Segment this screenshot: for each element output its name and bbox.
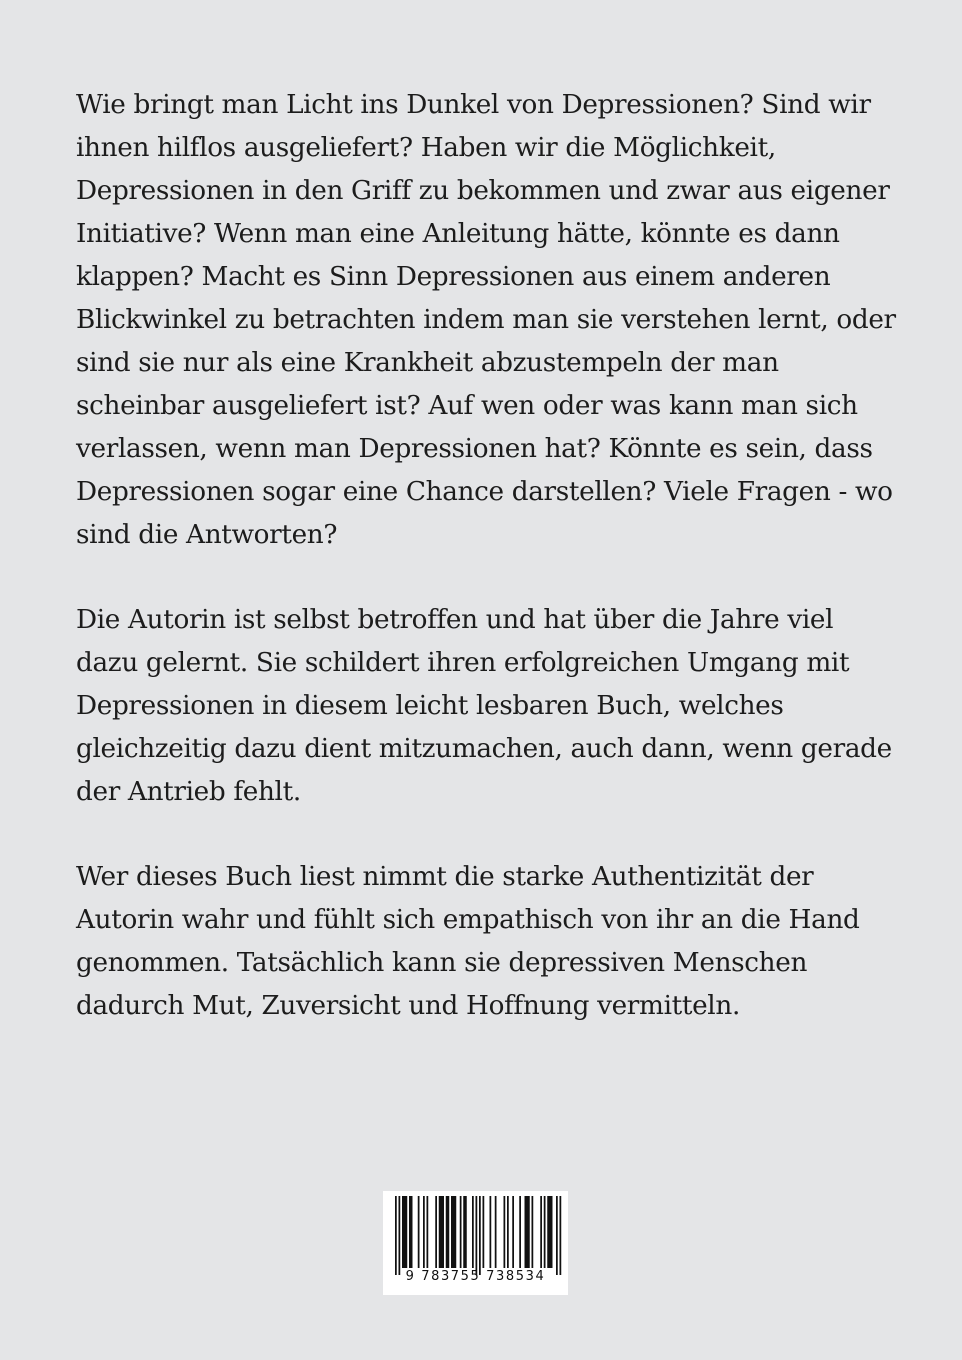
barcode-bar	[540, 1196, 542, 1268]
barcode-bar	[560, 1196, 562, 1275]
barcode-bar	[490, 1196, 492, 1268]
blurb-paragraph-3: Wer dieses Buch liest nimmt die starke Authentizität der Autorin wahr und fühlt sich empathisch von ihr an die Hand genommen. Tatsächlich kann sie depressiven Menschen dadurch Mut, Zuversicht und Hoffnung vermitteln.	[76, 862, 860, 1021]
barcode-bar	[512, 1196, 514, 1268]
barcode-bar	[507, 1196, 509, 1268]
barcode-bar	[525, 1196, 530, 1268]
barcode-bar	[476, 1196, 478, 1275]
barcode-bar	[504, 1196, 506, 1268]
barcode-bar	[439, 1196, 444, 1268]
blurb-paragraph-1: Wie bringt man Licht ins Dunkel von Depressionen? Sind wir ihnen hilflos ausgeliefert? Haben wir die Möglichkeit, Depressionen in den Griff zu bekommen und zwar aus eigener Initiative? Wenn man eine Anleitung hätte, könnte es dann klappen? Macht es Sinn Depressionen aus einem anderen Blickwinkel zu betrachten indem man sie verstehen lernt, oder sind sie nur als eine Krankheit abzustempeln der man scheinbar ausgeliefert ist? Auf wen oder was kann man sich verlassen, wenn man Depressionen hat? Könnte es sein, dass Depressionen sogar eine Chance darstellen? Viele Fragen - wo sind die Antworten?	[76, 90, 896, 550]
barcode-bar	[409, 1196, 413, 1268]
barcode-bar	[451, 1196, 456, 1268]
barcode-bar	[435, 1196, 437, 1268]
barcode-bar	[463, 1196, 467, 1268]
barcode-bar	[423, 1196, 425, 1268]
barcode-bar	[519, 1196, 521, 1268]
isbn-digits: 9 783755 738534	[405, 1269, 546, 1284]
barcode-bar	[399, 1196, 401, 1275]
barcode-bar	[556, 1196, 558, 1275]
barcode-bar	[418, 1196, 420, 1268]
blurb-paragraph-2: Die Autorin ist selbst betroffen und hat über die Jahre viel dazu gelernt. Sie schildert ihren erfolgreichen Umgang mit Depressionen in diesem leicht lesbaren Buch, welches gleichzeitig dazu dient mitzumachen, auch dann, wenn gerade der Antrieb fehlt.	[76, 605, 892, 807]
barcode-bar	[532, 1196, 534, 1268]
isbn-barcode	[383, 1191, 568, 1295]
barcode-bar	[402, 1196, 407, 1268]
barcode-bar	[460, 1196, 462, 1268]
barcode-bar	[427, 1196, 429, 1268]
barcode-bar	[472, 1196, 474, 1268]
barcode-bar	[446, 1196, 450, 1268]
barcode-bar	[479, 1196, 481, 1275]
back-cover-blurb	[76, 84, 896, 1070]
barcode-bar	[544, 1196, 546, 1268]
barcode-bar	[395, 1196, 397, 1275]
barcode-bar	[547, 1196, 552, 1268]
barcode-bar	[495, 1196, 497, 1268]
barcode-bar	[483, 1196, 485, 1268]
